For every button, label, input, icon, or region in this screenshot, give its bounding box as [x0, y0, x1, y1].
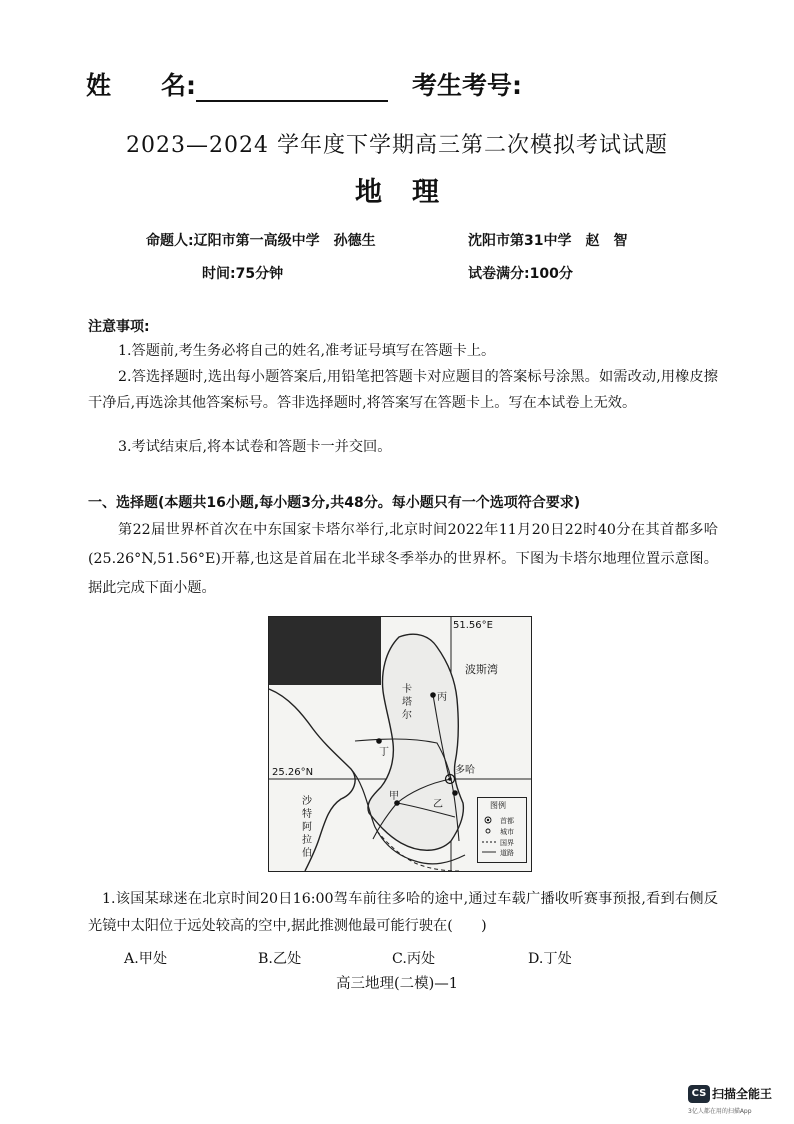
legend-capital: 首都 — [500, 817, 514, 825]
label-jia: 甲 — [389, 791, 399, 802]
option-d[interactable]: D.丁处 — [528, 951, 572, 967]
page-footer: 高三地理(二模)—1 — [335, 976, 459, 992]
notice-item-2: 2.答选择题时,选出每小题答案后,用铅笔把答题卡对应题目的答案标号涂黑。如需改动,用橡皮擦干净后,再选涂其他答案标号。答非选择题时,将答案写在答题卡上。写在本试卷上无效。 — [88, 369, 718, 411]
subject-title: 地理 — [355, 177, 469, 208]
capital-label: 多哈 — [455, 765, 475, 776]
option-b[interactable]: B.乙处 — [258, 951, 302, 967]
exam-title: 2023—2024 学年度下学期高三第二次模拟考试试题 — [126, 133, 668, 158]
legend-city: 城市 — [500, 828, 514, 836]
option-a[interactable]: A.甲处 — [124, 951, 168, 967]
label-bing: 丙 — [437, 692, 447, 703]
legend-border: 国界 — [500, 839, 514, 847]
notice-item-1: 1.答题前,考生务必将自己的姓名,准考证号填写在答题卡上。 — [118, 343, 496, 359]
author2-line: 沈阳市第31中学 赵 智 — [468, 233, 628, 249]
legend-title: 图例 — [490, 801, 506, 810]
gulf-label: 波斯湾 — [465, 663, 498, 676]
id-field-label — [412, 66, 522, 102]
name-label: 姓 名: — [86, 71, 196, 100]
section-intro: 第22届世界杯首次在中东国家卡塔尔举行,北京时间2022年11月20日22时40分在其首都多哈(25.26°N,51.56°E)开幕,也这是首届在北半球冬季举办的世界杯。下图为卡塔尔地理位置示意图。据此完成下面小题。 — [88, 522, 718, 596]
question-1-text: 1.该国某球迷在北京时间20日16:00驾车前往多哈的途中,通过车载广播收听赛事预报,看到右侧反光镜中太阳位于远处较高的空中,据此推测他最可能行驶在( ) — [88, 891, 718, 934]
id-label: 考生考号: — [412, 71, 522, 100]
country-label: 卡塔尔 — [402, 684, 412, 721]
name-input-line[interactable] — [196, 76, 388, 102]
score-line: 试卷满分:100分 — [468, 266, 573, 282]
notice-item-3: 3.考试结束后,将本试卷和答题卡一并交回。 — [118, 439, 392, 455]
section-heading: 一、选择题(本题共16小题,每小题3分,共48分。每小题只有一个选项符合要求) — [88, 495, 581, 511]
qatar-map — [268, 616, 532, 872]
label-ding: 丁 — [379, 747, 389, 758]
label-yi: 乙 — [433, 799, 443, 810]
camscanner-tagline: 3亿人都在用的扫描App — [688, 1108, 752, 1115]
point-yi — [452, 790, 458, 796]
saudi-label: 沙特阿拉伯 — [302, 796, 312, 859]
point-bing — [430, 692, 436, 698]
capital-dot — [448, 777, 452, 781]
time-line: 时间:75分钟 — [202, 266, 284, 282]
notice-heading: 注意事项: — [88, 319, 150, 335]
legend-road: 道路 — [500, 849, 514, 857]
name-field-label — [86, 66, 388, 102]
lat-label: 25.26°N — [272, 767, 314, 778]
stadium-photo — [269, 617, 381, 685]
author-line: 命题人:辽阳市第一高级中学 孙德生 — [146, 233, 376, 249]
camscanner-name: 扫描全能王 — [712, 1087, 773, 1101]
map-legend — [477, 797, 527, 863]
option-c[interactable]: C.丙处 — [392, 951, 436, 967]
lon-label: 51.56°E — [453, 620, 493, 631]
camscanner-logo-icon: CS — [688, 1085, 710, 1103]
